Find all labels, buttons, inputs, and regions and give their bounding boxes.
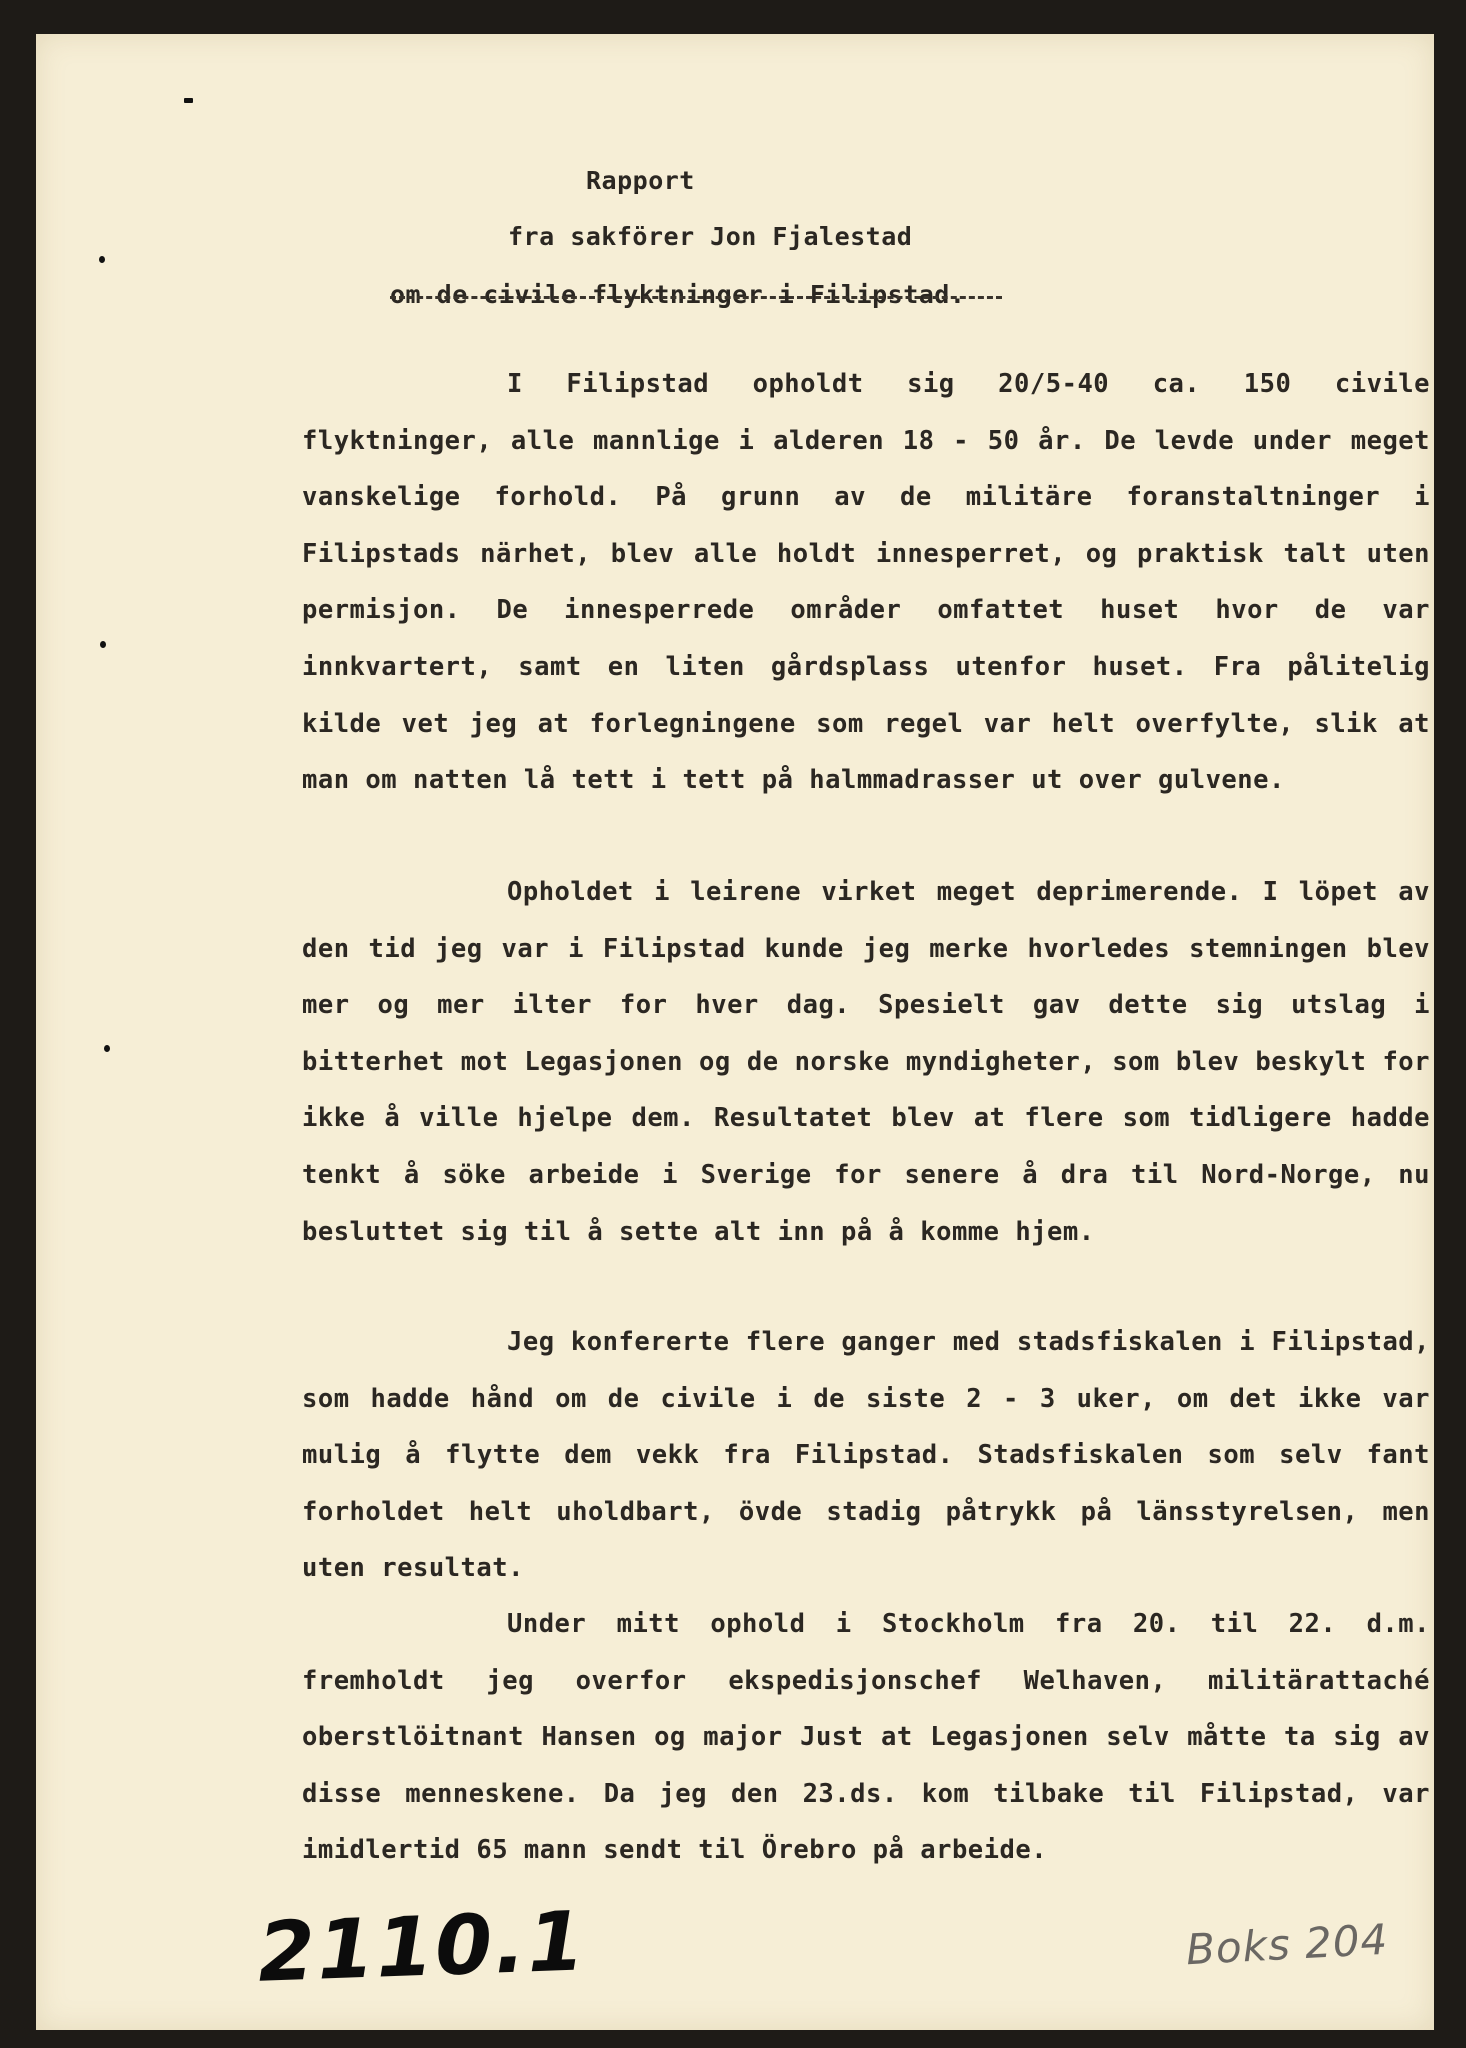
handwritten-box-label: Boks 204 xyxy=(1184,1914,1390,1975)
report-title: Rapport xyxy=(586,166,695,195)
margin-mark-bullet-3 xyxy=(104,1045,110,1052)
paragraph-1: I Filipstad opholdt sig 20/5-40 ca. 150 civile flyktninger, alle mannlige i alderen 18 - 50 år. De levde under meget vanskelige forhold. På grunn av de militäre foranstaltninger i Filipstads närhet, blev alle holdt innesperret, og praktisk talt uten permisjon. De innesperrede områder omfattet huset hvor de var innkvartert, samt en liten gårdsplass utenfor huset. Fra pålitelig kilde vet jeg at forlegningene som regel var helt overfylte, slik at man om natten lå tett i tett på halmmadrasser ut over gulvene. xyxy=(302,369,1430,796)
paragraph-3: Jeg konfererte flere ganger med stadsfiskalen i Filipstad, som hadde hånd om de civile i de siste 2 - 3 uker, om det ikke var mulig å flytte dem vekk fra Filipstad. Stadsfiskalen som selv fant forholdet helt uholdbart, övde stadig påtrykk på länsstyrelsen, men uten resultat. xyxy=(302,1327,1430,1584)
margin-mark-top xyxy=(184,98,193,103)
document-page xyxy=(36,34,1434,2030)
margin-mark-bullet-1 xyxy=(99,256,105,263)
report-author-line: fra sakförer Jon Fjalestad xyxy=(508,222,913,251)
paragraph-4: Under mitt ophold i Stockholm fra 20. til 22. d.m. fremholdt jeg overfor ekspedisjonschef Welhaven, militärattaché oberstlöitnant Hansen og major Just at Legasjonen selv måtte ta sig av disse menneskene. Da jeg den 23.ds. kom tilbake til Filipstad, var imidlertid 65 mann sendt til Örebro på arbeide. xyxy=(302,1609,1430,1866)
title-underline xyxy=(390,296,1002,299)
handwritten-archive-number: 2110.1 xyxy=(256,1894,588,2001)
paragraph-2: Opholdet i leirene virket meget deprimerende. I löpet av den tid jeg var i Filipstad kunde jeg merke hvorledes stemningen blev mer og mer ilter for hver dag. Spesielt gav dette sig utslag i bitterhet mot Legasjonen og de norske myndigheter, som blev beskylt for ikke å ville hjelpe dem. Resultatet blev at flere som tidligere hadde tenkt å söke arbeide i Sverige for senere å dra til Nord-Norge, nu besluttet sig til å sette alt inn på å komme hjem. xyxy=(302,877,1430,1247)
margin-mark-bullet-2 xyxy=(100,641,106,648)
report-subject-line: om de civile flyktninger i Filipstad. xyxy=(390,280,966,309)
